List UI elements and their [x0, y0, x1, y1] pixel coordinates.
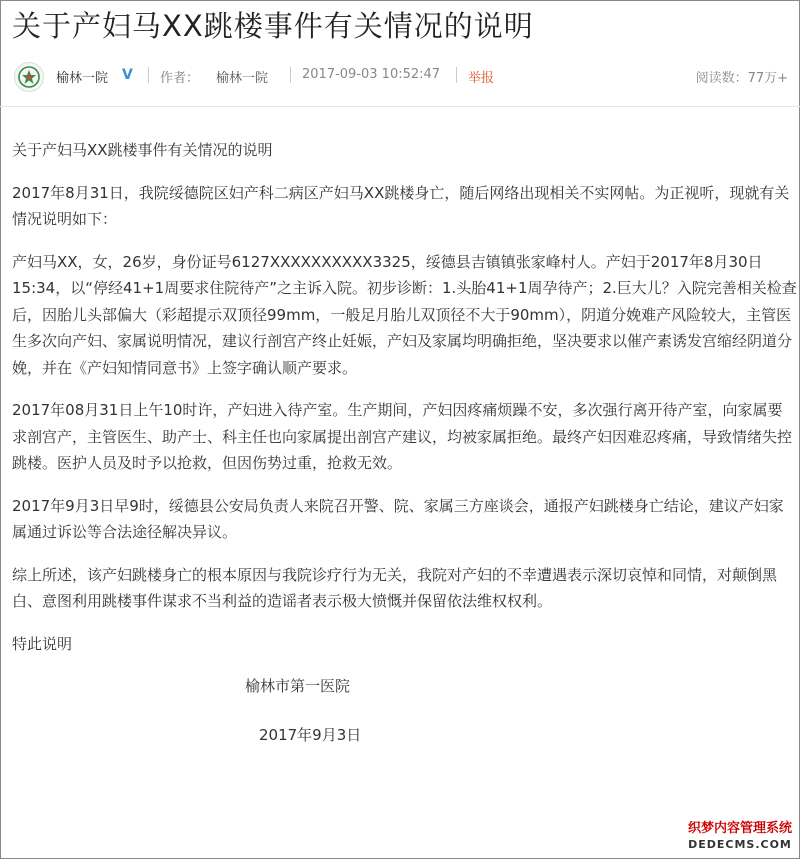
- meta-divider: [290, 67, 291, 83]
- publish-datetime: 2017-09-03 10:52:47: [302, 67, 441, 82]
- report-link[interactable]: 举报: [468, 71, 495, 86]
- verified-icon: V: [122, 67, 133, 83]
- meta-divider: [456, 67, 457, 83]
- article-body: [12, 137, 797, 764]
- closing-text: 特此说明: [12, 634, 73, 653]
- site-watermark: [688, 821, 792, 853]
- account-avatar[interactable]: [14, 62, 44, 92]
- watermark-line1: 织梦内容管理系统: [687, 821, 792, 836]
- paragraph-police-meeting: 2017年9月3日早9时，绥德县公安局负责人来院召开警、院、家属三方座谈会，通报产妇跳楼身亡结论，建议产妇家属通过诉讼等合法途径解决异议。: [12, 496, 784, 541]
- account-name-link[interactable]: 榆林一院: [56, 71, 109, 86]
- meta-divider: [148, 67, 149, 83]
- paragraph-patient-info: 产妇马XX，女，26岁，身份证号6127XXXXXXXXXX3325，绥德县吉镇镇张家峰村人。产妇于2017年8月30日15:34，以“停经41+1周要求住院待产”之主诉入院。初步诊断：1.头胎41+1周孕待产；2.巨大儿？入院完善相关检查后，因胎儿头部偏大（彩超提示双顶径99mm，一般足月胎儿双顶径不大于90mm），阴道分娩难产风险较大，主管医生多次向产妇、家属说明情况，建议行剖宫产终止妊娠，产妇及家属均明确拒绝，坚决要求以催产素诱发宫缩经阴道分娩，并在《产妇知情同意书》上签字确认顺产要求。: [12, 252, 797, 377]
- hospital-logo-icon: [18, 66, 40, 88]
- header-divider: [0, 106, 800, 107]
- read-count: 阅读数：77万+: [695, 71, 788, 86]
- signature: 榆林市第一医院: [245, 677, 351, 695]
- author-label: 作者：: [160, 71, 200, 86]
- document-date: 2017年9月3日: [259, 725, 362, 744]
- watermark-line2: DEDECMS.COM: [688, 838, 792, 851]
- paragraph-conclusion: 综上所述，该产妇跳楼身亡的根本原因与我院诊疗行为无关，我院对产妇的不幸遭遇表示深切哀悼和同情，对颠倒黑白、意图利用跳楼事件谋求不当利益的造谣者表示极大愤慨并保留依法维权权利。: [12, 565, 778, 610]
- article-title: 关于产妇马XX跳楼事件有关情况的说明: [12, 9, 534, 43]
- author-name-link[interactable]: 榆林一院: [216, 71, 269, 86]
- paragraph-intro: 2017年8月31日，我院绥德院区妇产科二病区产妇马XX跳楼身亡，随后网络出现相关不实网帖。为正视听，现就有关情况说明如下：: [12, 183, 790, 228]
- paragraph-labor-events: 2017年08月31日上午10时许，产妇进入待产室。生产期间，产妇因疼痛烦躁不安，多次强行离开待产室，向家属要求剖宫产，主管医生、助产士、科主任也向家属提出剖宫产建议，均被家属拒绝。最终产妇因难忍疼痛，导致情绪失控跳楼。医护人员及时予以抢救，但因伤势过重，抢救无效。: [12, 401, 793, 472]
- article-meta-bar: [0, 58, 800, 92]
- body-heading: 关于产妇马XX跳楼事件有关情况的说明: [12, 141, 273, 159]
